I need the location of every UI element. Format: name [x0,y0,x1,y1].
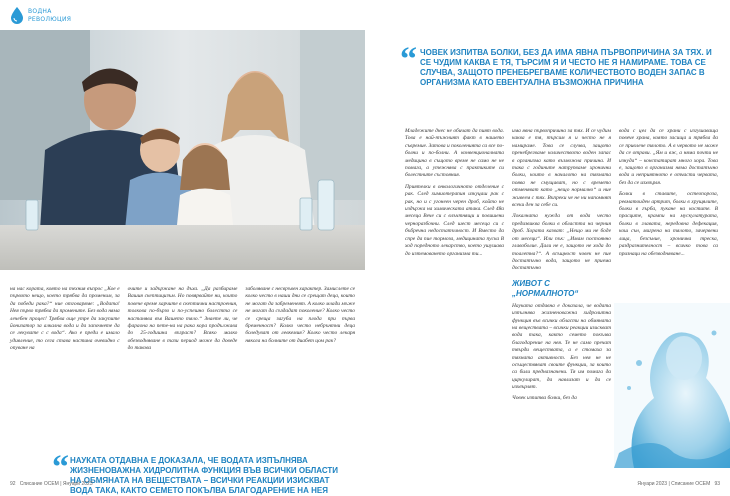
left-body-columns [10,286,355,446]
water-figure-image [614,303,730,468]
left-column-3: заболяване с несвръвен характер. Замислете се колко често в наши дни се срещат деца, които не могат да забременеят. А колко млади мъже не могат да създадат поколение? Колко често се среща загуба на плода при първа бременност? Колко често небрънтни деца боледуват от левкемия? Колко често лекаря някога на болните от диабет цом рак? [245,286,356,344]
section-tag-line2: РЕВОЛЮЦИЯ [28,16,72,23]
right-col1-para1: Младежите днес не обичат да пият вода. Това е най-тъжният факт в нашето съвремие. Затова и поколенията са все по-болни и по-болни. А конвенционалната медицина в същото време не само не не помага, а утежнява с практиките си болестните състояния. [405,128,504,179]
left-footer [10,481,93,487]
right-col1-para2: Приятелки в онкологичното отделение с рак. След химиотерапия изкуцаш рак с рак, но и с угонеен черен дроб, който не издържа на химическата атака. След 48а месеца Вече си с влъчтнящи и повишени черноразбочни. След шест месеца си с бъбречна недостатъчност. И Вместо да спре да пие тормоза, медицината пуска В ход поредното лекарство, което ушушава до изтемоването организма ти... [405,183,504,257]
right-col3-para2: Болки в ставите, остеопороза, ревматоиден артрит, болки в хрущялите, болки в гърба, пукане на костите. В прасците, крампи на мускулатурата, болки в главата, нередовна дефекация, кош сън, мигрена на тялото, зачервени лица, безсъние, хронична треска, раздразнителност – всичко това са признаци на обезводняване... [619,191,718,257]
right-page [365,0,730,490]
right-pull-quote-text: ЧОВЕК ИЗПИТВА БОЛКИ, БЕЗ ДА ИМА ЯВНА ПЪРВОПРИЧИНА ЗА ТЯХ. И СЕ ЧУДИМ КАКВА Е ТЯ, ТЪРСИМ Я И ЧЕСТО НЕ Я НАМИРАМЕ. ТОВА СЕ СЛУЧВА, ЗАЩОТО ПРЕНЕБРЕГВАМЕ КОЛИЧЕСТВОТО ВОДЕН ЗАПАС В ОРГАНИЗМА КАТО ЕВЕНТУАЛНА ВЪЗМОЖНА ПРИЧИНА [420,48,712,87]
right-footer [637,481,720,487]
subheading-line2: „НОРМАЛНОТО“ [512,288,579,298]
subheading-line1: ЖИВОТ С [512,278,550,288]
right-footer-text: Януари 2023 | Списание ОСЕМ [637,481,711,487]
right-page-number: 93 [714,481,720,487]
right-column-2 [512,128,611,402]
right-col2-para4: Човек изпитва болки, без да [512,394,577,401]
left-page [0,0,365,495]
section-tag [10,6,71,24]
right-col3-para1: вода с цел да се храни с изгушаваща повече храна, която засища и трябва да се привлече тялото. А в червото не може да се отрави. „Ям и вж, а няма почти не изнуда“ – констатират много хора. Това е, защото в организма няма достатъчно вода и неприятното е отчасти червата, без да се изхвърля. [619,128,718,186]
quote-mark-icon: “ [400,41,417,78]
left-footer-text: Списание ОСЕМ | Януари 2023 [19,481,93,487]
family-photo [0,30,365,270]
left-column-1: на нас кората, която на техния въпрос „Кое е първото нещо, което трябва да променим, за да победи рака?“ ние отговаряме: „Водата! Нея първо трябва да промените. Без вода няма лечебен процес! Трябва още утре да закупите йонизатор за алкална вода и да започнете да се лекувате с с вода“. Ако е преди е имало удивление, то сега става настина очевидно с опуване на [10,286,120,352]
left-column-2: очите и задържане на дъха. „Да разбираме Вашия скептицизъм. Но повярвайте ни, които повече време харчите в скептични настроения, толкова по-бързо и по-успешно болестта се настанява във Вашето тяло.“ Знаете ли, че фараона на пете-на на рака кора продължава до 25-годишна възраст? Всяко малко обезводняване в тази период може да доведе до такова [127,286,238,352]
left-pull-quote-text: НАУКАТА ОТДАВНА Е ДОКАЗАЛА, ЧЕ ВОДАТА ИЗПЪЛНЯВА ЖИЗНЕНОВАЖНА ХИДРОЛИТНА ФУНКЦИЯ ВЪВ ВСИЧКИ ОБЛАСТИ НА ОБМЯНАТА НА ВЕЩЕСТВАТА – ВСИЧКИ РЕАКЦИИ ИЗИСКВАТ ВОДА ТАКА, КАКТО СЕМЕТО ПОКЪЛВА БЛАГОДАРЕНИЕ НА НЕЯ [70,456,339,495]
section-tag-line1: ВОДНА [28,8,52,15]
right-column-1 [405,128,504,402]
subheading [512,279,611,299]
water-drop-icon [10,6,24,24]
right-pull-quote [400,41,720,88]
right-col2-para3: Науката отдавна е доказала, че водата изпълнява жизненоважна хидролитна функция във всички области на обмяната на веществата – всички реакции изискват вода така, както семето покълва благодарение на нея. Те не само пречат твърди веществата, а е стомаха за тяхната активност. Без нея не не осъществяват своите функции, за които са били предназначени. Тя им помага да циркулират, да навлизат и да се изхвърлят. [512,302,611,391]
right-col2-para2: Локалната нужда от вода често предизвиква болки в областта на черния дроб. Хората казват: „Нещо ми не боде от месеци“. Или пък: „Имам постоянно главоболие. Дали не е, защото не хода до тоалетна?“. А всъщност човек не пие достатъчно вода, защото не приема достатъчно [512,213,611,272]
quote-mark-icon: “ [52,449,69,486]
left-page-number: 92 [10,481,16,487]
right-col2-para1: има явна първопричина за тях. И се чудим каква е тя, търсим я и често не я намираме. Това се случва, защото пренебрегваме количеството воден запас в организма като възможна причина. И така с годините натрупваме хронични болки, които в началото на тяхната поява не смущават, но с времето отменяват като „нещо нормално“ и ние живеем с тях. Въпреки че не ни напомнят всеки ден за себе си. [512,128,611,209]
